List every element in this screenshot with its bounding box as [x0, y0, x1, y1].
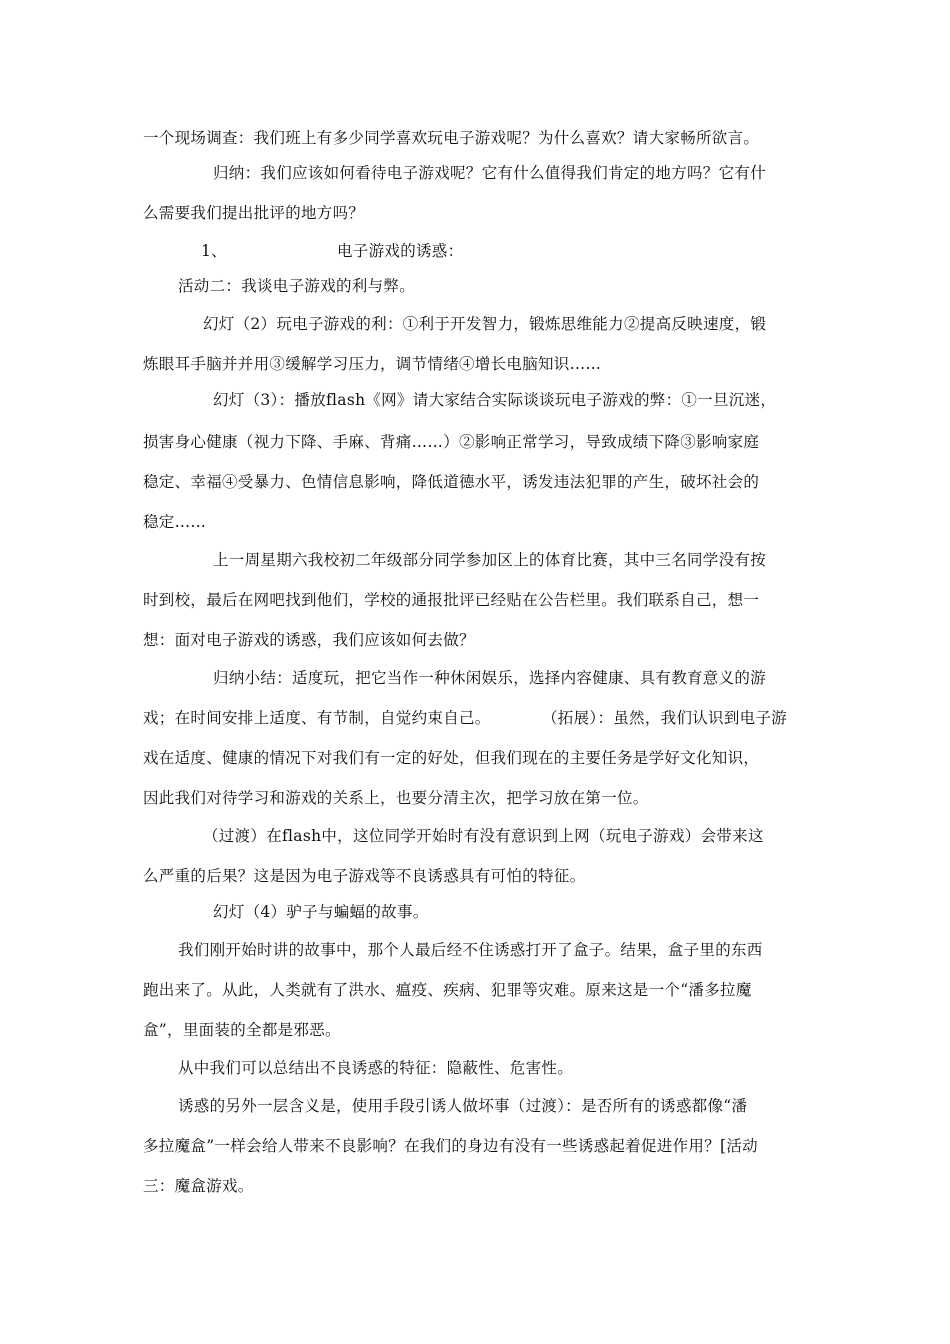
text-line-13: 时到校，最后在网吧找到他们，学校的通报批评已经贴在公告栏里。我们联系自己，想一	[143, 591, 760, 609]
text-line-2: 归纳：我们应该如何看待电子游戏呢？它有什么值得我们肯定的地方吗？它有什	[213, 164, 767, 182]
section-heading: 电子游戏的诱惑：	[337, 242, 464, 260]
text-line-26: 诱惑的另外一层含义是，使用手段引诱人做坏事（过渡）：是否所有的诱惑都像“潘	[178, 1097, 748, 1115]
text-line-22: 我们刚开始时讲的故事中，那个人最后经不住诱惑打开了盒子。结果，盒子里的东西	[178, 941, 763, 959]
text-line-21: 幻灯（4）驴子与蝙蝠的故事。	[213, 903, 429, 921]
text-line-27: 多拉魔盒”一样会给人带来不良影响？在我们的身边有没有一些诱惑起着促进作用？[活动	[143, 1137, 758, 1155]
text-line-1: 一个现场调查：我们班上有多少同学喜欢玩电子游戏呢？为什么喜欢？请大家畅所欲言。	[143, 129, 760, 147]
text-line-8: 幻灯（3）：播放flash《网》请大家结合实际谈谈玩电子游戏的弊：①一旦沉迷，	[213, 391, 777, 409]
text-line-10: 稳定、幸福④受暴力、色情信息影响，降低道德水平，诱发违法犯罪的产生，破坏社会的	[143, 473, 760, 491]
text-line-15: 归纳小结：适度玩，把它当作一种休闲娱乐，选择内容健康、具有教育意义的游	[213, 669, 767, 687]
text-line-17: 戏在适度、健康的情况下对我们有一定的好处，但我们现在的主要任务是学好文化知识，	[143, 749, 760, 767]
text-line-18: 因此我们对待学习和游戏的关系上，也要分清主次，把学习放在第一位。	[143, 789, 649, 807]
text-line-16b: （拓展）：虽然，我们认识到电子游	[542, 709, 788, 727]
text-line-12: 上一周星期六我校初二年级部分同学参加区上的体育比赛，其中三名同学没有按	[213, 551, 767, 569]
text-line-9: 损害身心健康（视力下降、手麻、背痛……）②影响正常学习，导致成绩下降③影响家庭	[143, 433, 760, 451]
text-line-6: 幻灯（2）玩电子游戏的利：①利于开发智力，锻炼思维能力②提高反映速度，锻	[203, 315, 767, 333]
text-line-14: 想：面对电子游戏的诱惑，我们应该如何去做？	[143, 631, 475, 649]
text-line-20: 么严重的后果？这是因为电子游戏等不良诱惑具有可怕的特征。	[143, 867, 586, 885]
text-line-24: 盒”，里面装的全都是邪恶。	[143, 1021, 341, 1039]
text-line-3: 么需要我们提出批评的地方吗？	[143, 204, 365, 222]
text-line-25: 从中我们可以总结出不良诱惑的特征：隐蔽性、危害性。	[178, 1059, 574, 1077]
text-line-28: 三：魔盒游戏。	[143, 1177, 254, 1195]
list-number: 1、	[201, 242, 227, 260]
text-line-23: 跑出来了。从此，人类就有了洪水、瘟疫、疾病、犯罪等灾难。原来这是一个“潘多拉魔	[143, 981, 752, 999]
text-line-7: 炼眼耳手脑并并用③缓解学习压力，调节情绪④增长电脑知识……	[143, 355, 602, 373]
text-line-5: 活动二：我谈电子游戏的利与弊。	[178, 277, 416, 295]
text-line-11: 稳定……	[143, 513, 207, 531]
text-line-19: （过渡）在flash中，这位同学开始时有没有意识到上网（玩电子游戏）会带来这	[203, 827, 764, 845]
text-line-16: 戏；在时间安排上适度、有节制，自觉约束自己。	[143, 709, 491, 727]
